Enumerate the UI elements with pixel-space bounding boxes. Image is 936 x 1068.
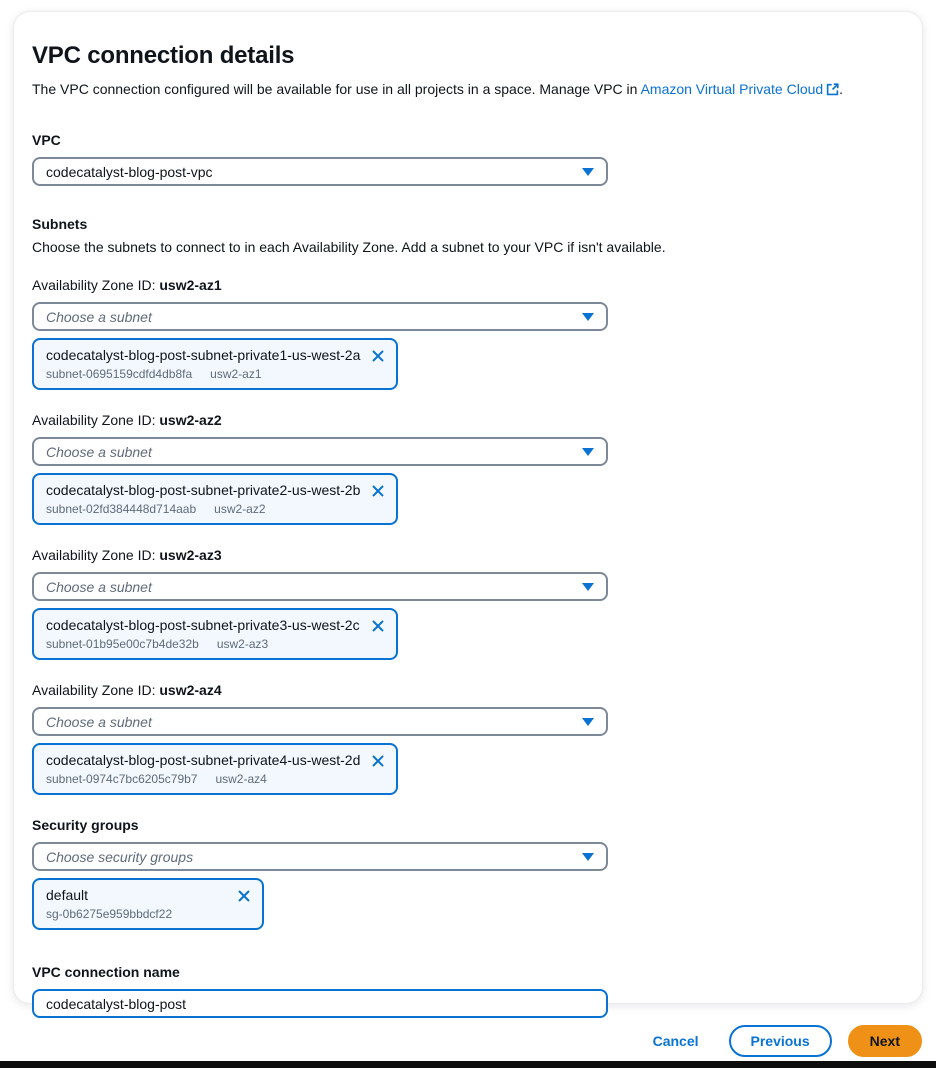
token-main bbox=[46, 616, 360, 652]
security-groups-label: Security groups bbox=[32, 817, 139, 833]
subnet-select-usw2-az2[interactable] bbox=[32, 437, 608, 466]
token-label: codecatalyst-blog-post-subnet-private1-us-west-2a bbox=[46, 347, 361, 363]
subnet-zone-group-usw2-az2 bbox=[32, 412, 904, 525]
description-period: . bbox=[839, 81, 844, 97]
subnet-zone-group-usw2-az3 bbox=[32, 547, 904, 660]
security-group-token bbox=[32, 878, 264, 930]
dismiss-token-button[interactable] bbox=[370, 348, 386, 364]
security-groups-placeholder: Choose security groups bbox=[46, 848, 194, 865]
token-sub bbox=[46, 772, 360, 787]
token-sg-id: sg-0b6275e959bbdcf22 bbox=[46, 907, 173, 921]
previous-button[interactable]: Previous bbox=[729, 1025, 832, 1057]
caret-down-icon bbox=[582, 853, 594, 861]
token-label: codecatalyst-blog-post-subnet-private3-us-west-2c bbox=[46, 617, 360, 633]
vpc-connection-name-field bbox=[32, 964, 904, 1018]
next-button[interactable]: Next bbox=[848, 1025, 922, 1057]
subnet-select-usw2-az1[interactable] bbox=[32, 302, 608, 331]
az-id: usw2-az4 bbox=[159, 682, 222, 698]
az-label-prefix: Availability Zone ID: bbox=[32, 412, 160, 428]
subnet-zone-group-usw2-az1 bbox=[32, 277, 904, 390]
subnet-select-usw2-az4[interactable] bbox=[32, 707, 608, 736]
token-az: usw2-az2 bbox=[214, 502, 266, 516]
security-groups-field bbox=[32, 817, 904, 930]
subnet-zone-group-usw2-az4 bbox=[32, 682, 904, 795]
subnet-select-usw2-az3[interactable] bbox=[32, 572, 608, 601]
az-label-usw2-az1 bbox=[32, 277, 904, 293]
manage-vpc-link[interactable] bbox=[641, 81, 840, 97]
token-az: usw2-az4 bbox=[215, 772, 267, 786]
subnets-label: Subnets bbox=[32, 216, 88, 232]
token-main bbox=[46, 751, 360, 787]
vpc-connection-name-input[interactable] bbox=[32, 989, 608, 1018]
vpc-connection-details-card bbox=[14, 12, 922, 1003]
token-label: codecatalyst-blog-post-subnet-private2-us-west-2b bbox=[46, 482, 361, 498]
vpc-label: VPC bbox=[32, 132, 61, 148]
token-main bbox=[46, 481, 360, 517]
az-label-prefix: Availability Zone ID: bbox=[32, 547, 160, 563]
vpc-connection-name-label: VPC connection name bbox=[32, 964, 180, 980]
page-description bbox=[32, 80, 904, 100]
subnet-token-usw2-az4 bbox=[32, 743, 398, 795]
manage-vpc-link-label: Amazon Virtual Private Cloud bbox=[640, 81, 824, 97]
az-label-prefix: Availability Zone ID: bbox=[32, 682, 160, 698]
dismiss-token-button[interactable] bbox=[370, 753, 386, 769]
az-id: usw2-az3 bbox=[159, 547, 222, 563]
caret-down-icon bbox=[582, 168, 594, 176]
bottom-edge-bar bbox=[0, 1061, 936, 1068]
subnet-token-usw2-az3 bbox=[32, 608, 398, 660]
caret-down-icon bbox=[582, 313, 594, 321]
dismiss-token-button[interactable] bbox=[370, 618, 386, 634]
caret-down-icon bbox=[582, 448, 594, 456]
subnet-select-placeholder: Choose a subnet bbox=[46, 443, 152, 460]
token-subnet-id: subnet-0695159cdfd4db8fa bbox=[46, 367, 193, 381]
caret-down-icon bbox=[582, 583, 594, 591]
subnet-token-usw2-az1 bbox=[32, 338, 398, 390]
caret-down-icon bbox=[582, 718, 594, 726]
token-main bbox=[46, 346, 360, 382]
az-label-usw2-az2 bbox=[32, 412, 904, 428]
token-az: usw2-az1 bbox=[210, 367, 262, 381]
subnets-section-header bbox=[32, 216, 904, 256]
subnets-description: Choose the subnets to connect to in each Availability Zone. Add a subnet to your VPC if isn't available. bbox=[32, 239, 666, 255]
token-label: default bbox=[46, 887, 89, 903]
subnet-select-placeholder: Choose a subnet bbox=[46, 578, 152, 595]
token-label: codecatalyst-blog-post-subnet-private4-us-west-2d bbox=[46, 752, 361, 768]
page-title: VPC connection details bbox=[32, 42, 295, 69]
subnet-select-placeholder: Choose a subnet bbox=[46, 308, 152, 325]
wizard-footer bbox=[653, 1025, 922, 1057]
token-sub bbox=[46, 502, 360, 517]
vpc-select-value: codecatalyst-blog-post-vpc bbox=[46, 163, 213, 180]
az-id: usw2-az2 bbox=[159, 412, 222, 428]
az-label-usw2-az3 bbox=[32, 547, 904, 563]
dismiss-token-button[interactable] bbox=[370, 483, 386, 499]
az-id: usw2-az1 bbox=[159, 277, 222, 293]
token-main bbox=[46, 886, 190, 922]
token-sub bbox=[46, 637, 360, 652]
subnet-select-placeholder: Choose a subnet bbox=[46, 713, 152, 730]
external-link-icon bbox=[826, 82, 839, 100]
subnet-token-usw2-az2 bbox=[32, 473, 398, 525]
token-sub bbox=[46, 367, 360, 382]
vpc-select[interactable] bbox=[32, 157, 608, 186]
az-label-usw2-az4 bbox=[32, 682, 904, 698]
cancel-button[interactable]: Cancel bbox=[652, 1033, 699, 1049]
token-subnet-id: subnet-01b95e00c7b4de32b bbox=[46, 637, 199, 651]
token-subnet-id: subnet-0974c7bc6205c79b7 bbox=[46, 772, 198, 786]
token-sub bbox=[46, 907, 190, 922]
vpc-field bbox=[32, 132, 904, 186]
az-label-prefix: Availability Zone ID: bbox=[32, 277, 160, 293]
token-subnet-id: subnet-02fd384448d714aab bbox=[46, 502, 197, 516]
dismiss-token-button[interactable] bbox=[236, 888, 252, 904]
token-az: usw2-az3 bbox=[216, 637, 269, 651]
security-groups-select[interactable] bbox=[32, 842, 608, 871]
description-text: The VPC connection configured will be available for use in all projects in a space. Manage VPC in bbox=[32, 81, 641, 97]
